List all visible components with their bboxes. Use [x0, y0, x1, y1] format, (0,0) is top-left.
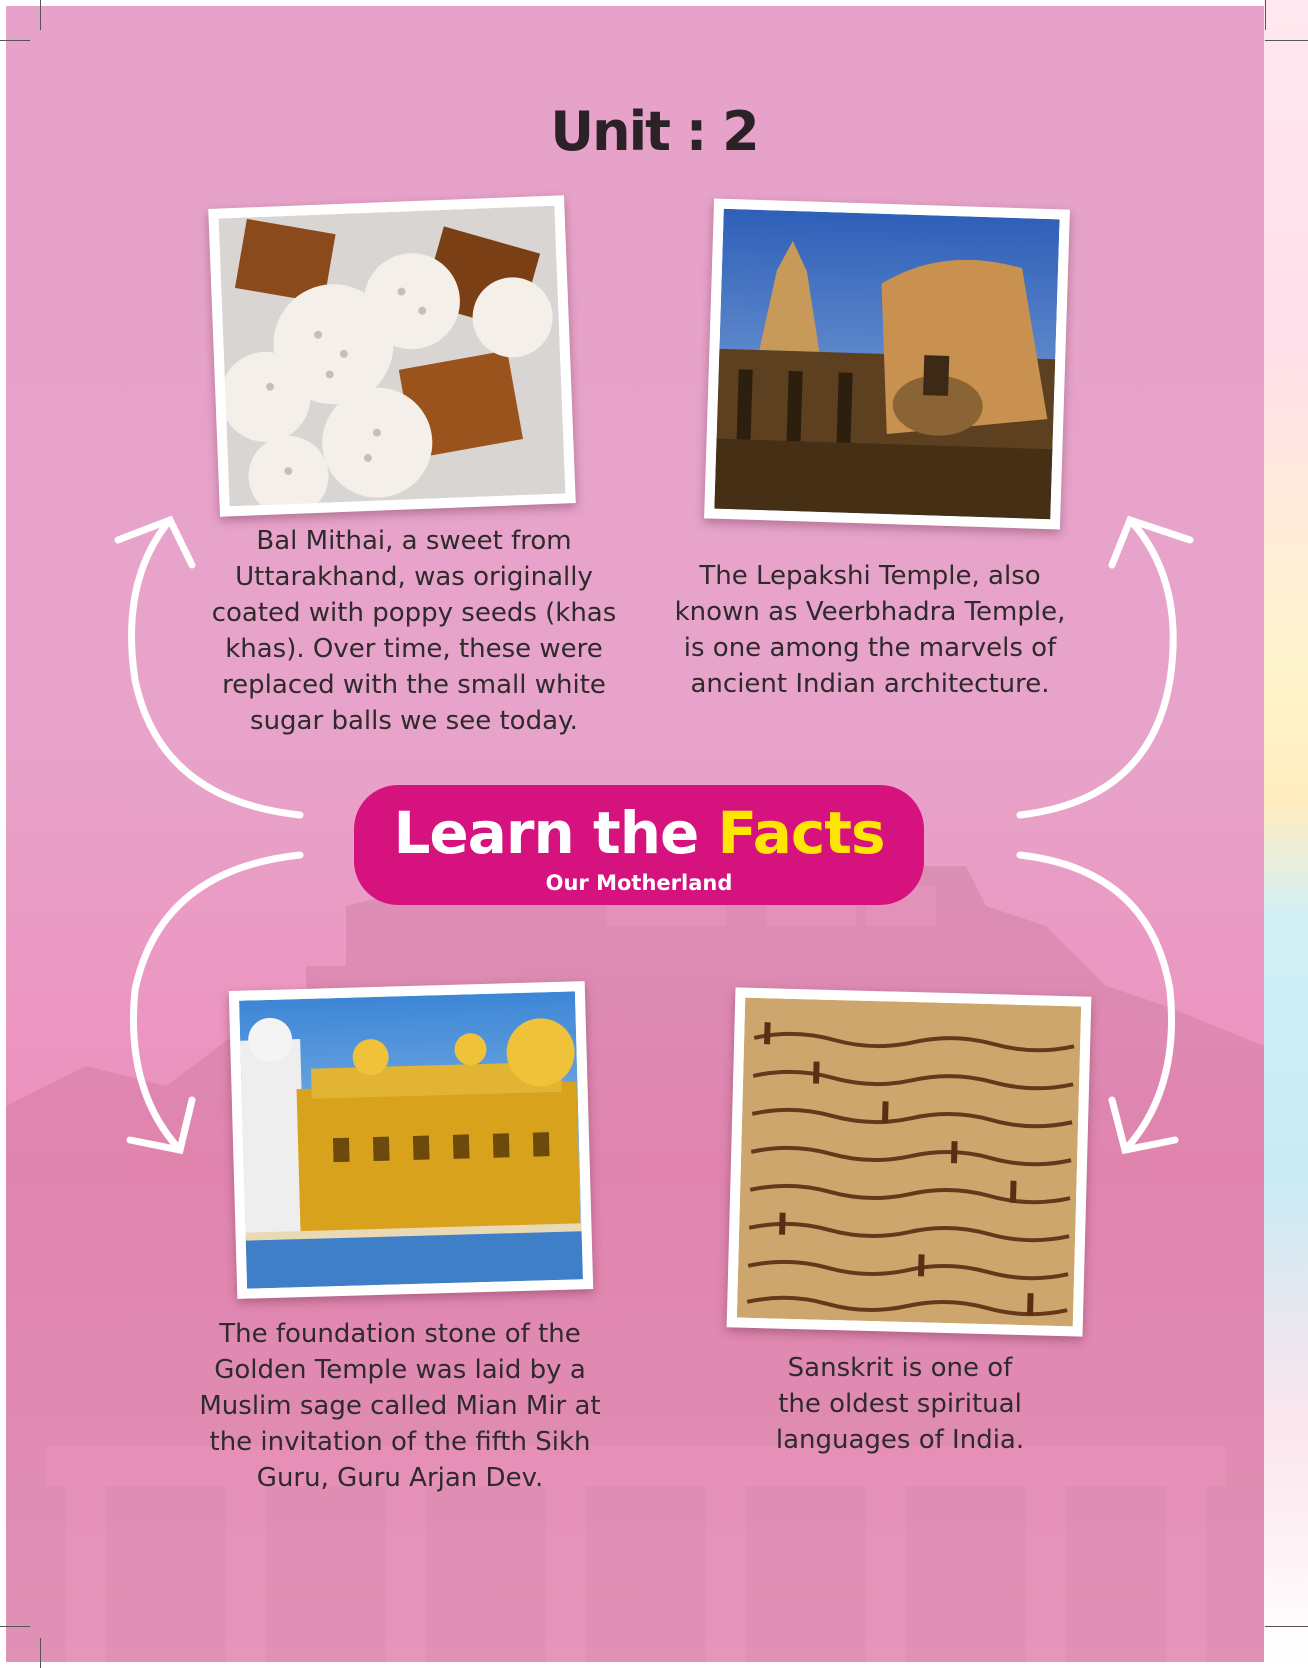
banner-title-highlight: Facts — [717, 799, 885, 867]
caption-sanskrit — [740, 1350, 1060, 1458]
caption-golden-temple — [180, 1316, 620, 1496]
caption-line: the invitation of the fifth Sikh — [209, 1427, 591, 1457]
banner-title — [354, 799, 924, 867]
caption-line: Golden Temple was laid by a — [214, 1355, 586, 1385]
caption-line: The foundation stone of the — [219, 1319, 581, 1349]
banner-subtitle: Our Motherland — [545, 871, 733, 895]
caption-line: the oldest spiritual — [778, 1389, 1022, 1419]
caption-line: Bal Mithai, a sweet from — [256, 526, 572, 556]
caption-line: coated with poppy seeds (khas — [211, 598, 617, 628]
caption-line: languages of India. — [775, 1425, 1025, 1455]
caption-line: replaced with the small white — [222, 670, 606, 700]
caption-line: is one among the marvels of — [683, 633, 1057, 663]
caption-line: The Lepakshi Temple, also — [699, 561, 1041, 591]
page-title: Unit : 2 — [550, 100, 758, 163]
caption-line: Uttarakhand, was originally — [235, 562, 593, 592]
banner-title-part1: Learn the — [393, 799, 718, 867]
learn-the-facts-banner — [354, 785, 924, 905]
caption-line: sugar balls we see today. — [250, 706, 578, 736]
photo-golden-temple — [229, 981, 593, 1299]
caption-line: Muslim sage called Mian Mir at — [199, 1391, 601, 1421]
photo-sanskrit-manuscript — [727, 987, 1092, 1336]
caption-line: khas). Over time, these were — [225, 634, 603, 664]
caption-line: known as Veerbhadra Temple, — [674, 597, 1066, 627]
caption-line: Sanskrit is one of — [787, 1353, 1013, 1383]
caption-line: ancient Indian architecture. — [690, 669, 1050, 699]
caption-line: Guru, Guru Arjan Dev. — [256, 1463, 544, 1493]
